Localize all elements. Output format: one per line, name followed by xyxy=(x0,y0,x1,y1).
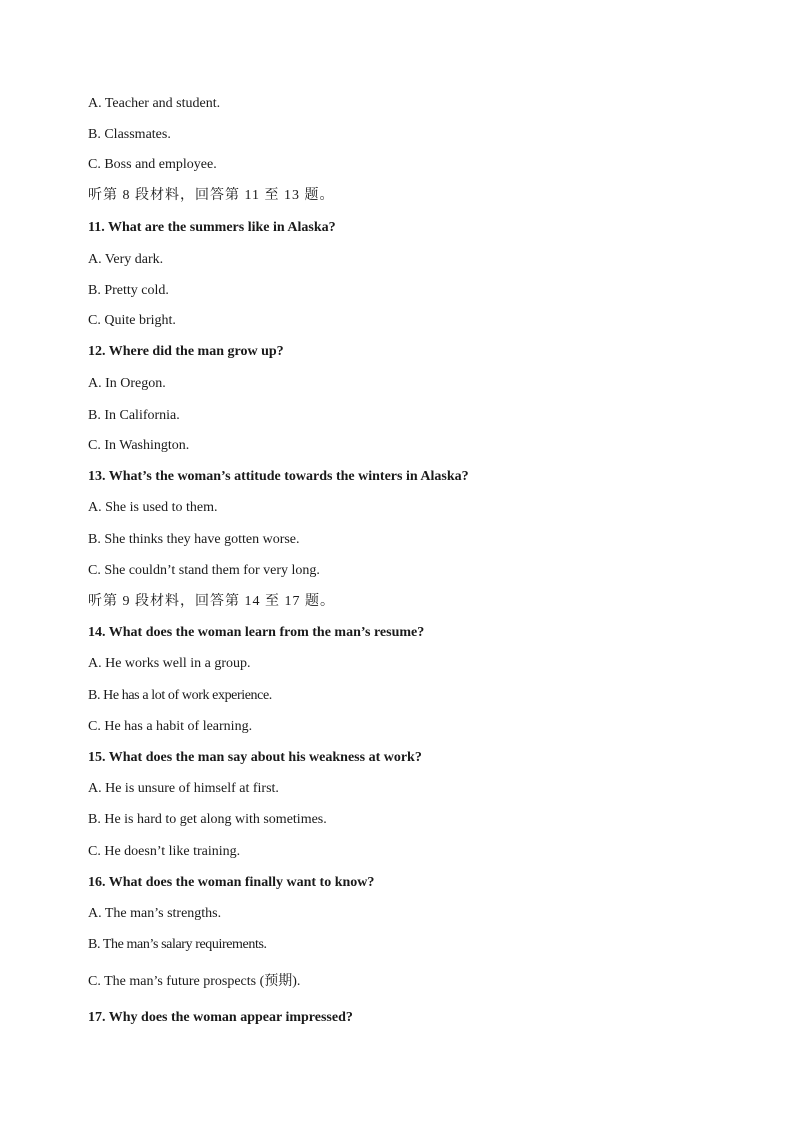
section-instruction: 听第 9 段材料，回答第 14 至 17 题。 xyxy=(88,594,335,609)
option-line: B. Pretty cold. xyxy=(88,283,169,298)
option-line: C. Boss and employee. xyxy=(88,157,217,172)
option-line: C. She couldn’t stand them for very long. xyxy=(88,563,320,578)
question-line: 13. What’s the woman’s attitude towards the winters in Alaska? xyxy=(88,469,469,484)
question-line: 16. What does the woman finally want to know? xyxy=(88,875,375,890)
option-line: C. Quite bright. xyxy=(88,313,176,328)
option-line: B. She thinks they have gotten worse. xyxy=(88,532,300,547)
option-line: C. The man’s future prospects (预期). xyxy=(88,974,301,989)
option-line: C. He doesn’t like training. xyxy=(88,844,241,859)
option-line: A. He works well in a group. xyxy=(88,656,251,671)
question-line: 15. What does the man say about his weakness at work? xyxy=(88,750,422,765)
option-line: A. The man’s strengths. xyxy=(88,906,222,921)
option-line: A. In Oregon. xyxy=(88,376,166,391)
option-line: A. Very dark. xyxy=(88,252,164,267)
option-line: C. In Washington. xyxy=(88,438,190,453)
section-instruction: 听第 8 段材料，回答第 11 至 13 题。 xyxy=(88,188,335,203)
option-line: A. She is used to them. xyxy=(88,500,218,515)
option-line: A. He is unsure of himself at first. xyxy=(88,781,279,796)
question-line: 11. What are the summers like in Alaska? xyxy=(88,220,336,235)
question-line: 17. Why does the woman appear impressed? xyxy=(88,1010,353,1025)
question-line: 14. What does the woman learn from the man’s resume? xyxy=(88,625,425,640)
option-line: B. He has a lot of work experience. xyxy=(88,688,272,703)
option-line: C. He has a habit of learning. xyxy=(88,719,253,734)
option-line: A. Teacher and student. xyxy=(88,96,221,111)
option-line: B. He is hard to get along with sometimes. xyxy=(88,812,327,827)
question-line: 12. Where did the man grow up? xyxy=(88,344,284,359)
option-line: B. The man’s salary requirements. xyxy=(88,937,267,952)
option-line: B. In California. xyxy=(88,408,180,423)
option-line: B. Classmates. xyxy=(88,127,171,142)
